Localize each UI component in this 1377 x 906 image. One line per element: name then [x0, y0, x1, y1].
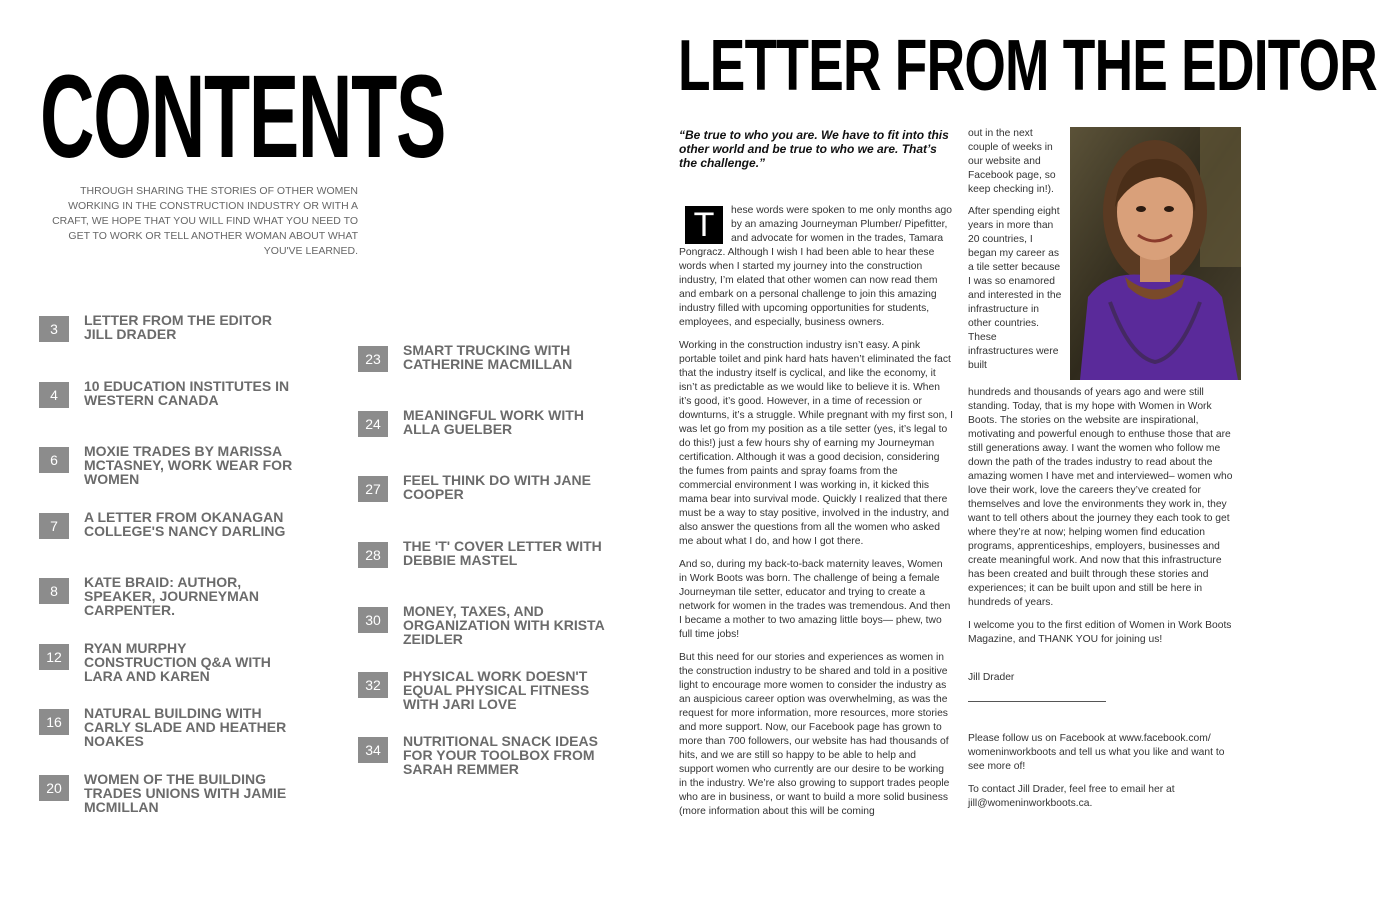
- toc-entry-title: 10 EDUCATION INSTITUTES IN WESTERN CANADA: [84, 377, 290, 408]
- toc-page-number: 8: [39, 578, 69, 604]
- toc-page-number: 12: [39, 644, 69, 670]
- toc-entry[interactable]: [39, 575, 294, 617]
- toc-entry[interactable]: [358, 604, 613, 646]
- toc-page-number: 7: [39, 513, 69, 539]
- letter-paragraph: I welcome you to the first edition of Women in Work Boots Magazine, and THANK YOU for joining us!: [968, 620, 1232, 645]
- toc-entry[interactable]: [39, 379, 294, 408]
- toc-entry[interactable]: [358, 734, 613, 776]
- toc-entry-title: MEANINGFUL WORK WITH ALLA GUELBER: [403, 407, 584, 438]
- toc-entry[interactable]: [358, 473, 613, 502]
- toc-entry[interactable]: [358, 669, 613, 711]
- toc-entry[interactable]: [39, 706, 294, 748]
- toc-entry-title: MOXIE TRADES BY MARISSA MCTASNEY, WORK WEAR FOR WOMEN: [84, 443, 293, 487]
- letter-column-2-bottom: [968, 386, 1238, 811]
- toc-entry-title: PHYSICAL WORK DOESN'T EQUAL PHYSICAL FITNESS WITH JARI LOVE: [403, 668, 590, 712]
- letter-paragraph: out in the next couple of weeks in our website and Facebook page, so keep checking in!).: [968, 128, 1056, 195]
- letter-column-1: [679, 204, 953, 828]
- toc-page-number: 27: [358, 476, 388, 502]
- toc-page-number: 28: [358, 542, 388, 568]
- editor-photo: [1070, 127, 1241, 380]
- toc-page-number: 16: [39, 709, 69, 735]
- toc-entry[interactable]: [358, 408, 613, 437]
- toc-entry[interactable]: [39, 313, 294, 342]
- toc-page-number: 23: [358, 346, 388, 372]
- letter-paragraph: And so, during my back-to-back maternity leaves, Women in Work Boots was born. The challenge of being a female Journeyman tile setter, educator and trying to create a network for women in the trades was tremendous. And then I became a mother to two amazing little boys— phew, two full time jobs!: [679, 559, 951, 640]
- toc-entry[interactable]: [39, 510, 294, 539]
- toc-entry[interactable]: [358, 343, 613, 372]
- toc-entry[interactable]: [39, 772, 294, 814]
- letter-paragraph: After spending eight years in more than 20 countries, I began my career as a tile setter because I was so enamored and interested in the infrastructure in other countries. These infrastructures were built: [968, 206, 1062, 371]
- toc-entry-title: A LETTER FROM OKANAGAN COLLEGE'S NANCY DARLING: [84, 508, 286, 539]
- toc-entry-title: NATURAL BUILDING WITH CARLY SLADE AND HEATHER NOAKES: [84, 705, 287, 749]
- letter-paragraph: hundreds and thousands of years ago and were still standing. Today, that is my hope with Women in Work Boots. The stories on the website are inspirational, motivating and powerful enough to enthuse those that are still generations away. I want the women who follow me down the path of the trades industry to read about the amazing women I have met and interviewed– women who love their work, love the careers they’ve created for themselves and love the environments they work in, they want to tell others about the journey they each took to get where they’re at now; helping women find education programs, apprenticeships, employers, businesses and create meaningful work. And now that this infrastructure has been created and built through these stories and experiences; it can be built upon and still be here in hundreds of years.: [968, 387, 1233, 608]
- toc-page-number: 3: [39, 316, 69, 342]
- toc-page-number: 24: [358, 411, 388, 437]
- toc-entry-title: KATE BRAID: AUTHOR, SPEAKER, JOURNEYMAN CARPENTER.: [84, 574, 260, 618]
- letter-paragraph: [679, 204, 953, 330]
- toc-entry-title: FEEL THINK DO WITH JANE COOPER: [403, 472, 591, 503]
- editor-title: LETTER FROM THE EDITOR: [678, 26, 1377, 106]
- editor-portrait-image: [1070, 127, 1241, 380]
- toc-entry-title: LETTER FROM THE EDITOR JILL DRADER: [84, 312, 272, 342]
- toc-entry-title: WOMEN OF THE BUILDING TRADES UNIONS WITH JAMIE MCMILLAN: [84, 770, 287, 815]
- signature-line: [968, 701, 1106, 702]
- letter-paragraph: Working in the construction industry isn’t easy. A pink portable toilet and pink hard hats haven’t eliminated the fact that the industry itself is cyclical, and like the economy, it isn’t as predictable as we would like to believe it is. When it’s good, it’s good. However, in a time of recession or downturns, it’s a struggle. While pregnant with my first son, I was let go from my position as a tile setter (yes, it’s legal to do this!) just a few hours shy of earning my Journeyman certification. Although it was a good decision, considering the fumes from paints and spray foams from the commercial environment I was working in, it kicked this mama bear into survival mode. Quickly I realized that there must be a way to stay positive, involved in the industry, and also answer the questions from all the women who asked me about what I do, and how I got there.: [679, 340, 953, 547]
- toc-entry-title: MONEY, TAXES, AND ORGANIZATION WITH KRISTA ZEIDLER: [403, 602, 605, 647]
- toc-page-number: 20: [39, 775, 69, 801]
- toc-entry[interactable]: [358, 539, 613, 568]
- contents-intro: THROUGH SHARING THE STORIES OF OTHER WOMEN WORKING IN THE CONSTRUCTION INDUSTRY OR WITH A CRAFT, WE HOPE THAT YOU WILL FIND WHAT YOU NEED TO GET TO WORK OR TELL ANOTHER WOMAN ABOUT WHAT YOU'VE LEARNED.: [52, 185, 358, 257]
- toc-page-number: 32: [358, 672, 388, 698]
- toc-page-number: 6: [39, 447, 69, 473]
- drop-cap: T: [685, 206, 723, 244]
- toc-page-number: 30: [358, 607, 388, 633]
- toc-entry-title: RYAN MURPHY CONSTRUCTION Q&A WITH LARA AND KAREN: [84, 639, 271, 684]
- toc-page-number: 34: [358, 737, 388, 763]
- letter-paragraph: But this need for our stories and experiences as women in the construction industry to be shared and told in a positive light to encourage more women to consider the industry as an auspicious career option was overwhelming, as was the request for more information, more resources, more stories and more support. Now, our Facebook page has grown to more than 700 followers, our website has had thousands of hits, and we are still so happy to be able to help and support women who currently are our desire to be working in the industry. We’re also growing to support trades people who are in business, or want to build a more solid business (more information about this will be coming: [679, 652, 950, 817]
- contents-title: CONTENTS: [40, 51, 446, 183]
- toc-entry-title: NUTRITIONAL SNACK IDEAS FOR YOUR TOOLBOX FROM SARAH REMMER: [403, 733, 598, 778]
- letter-column-2-top: [968, 127, 1064, 373]
- toc-page-number: 4: [39, 382, 69, 408]
- follow-text: Please follow us on Facebook at www.facebook.com/ womeninworkboots and tell us what you like and want to see more of!: [968, 733, 1225, 772]
- toc-entry[interactable]: [39, 444, 294, 486]
- toc-entry-title: SMART TRUCKING WITH CATHERINE MACMILLAN: [403, 342, 573, 372]
- signature-name: Jill Drader: [968, 672, 1015, 683]
- letter-paragraph-text: hese words were spoken to me only months ago by an amazing Journeyman Plumber/ Pipefitter, and advocate for women in the trades, Tamara Pongracz. Although I wish I had been able to hear these words when I started my journey into the construction industry, I’m elated that other women can now read them and embark on a personal challenge to join this amazing industry filled with upcoming opportunities for students, employees, and especially, business owners.: [679, 205, 952, 328]
- editor-quote: “Be true to who you are. We have to fit into this other world and be true to who we are. That’s the challenge.”: [679, 128, 949, 170]
- contact-text: To contact Jill Drader, feel free to email her at jill@womeninworkboots.ca.: [968, 784, 1175, 809]
- toc-entry-title: THE 'T' COVER LETTER WITH DEBBIE MASTEL: [403, 537, 602, 568]
- toc-entry[interactable]: [39, 641, 294, 683]
